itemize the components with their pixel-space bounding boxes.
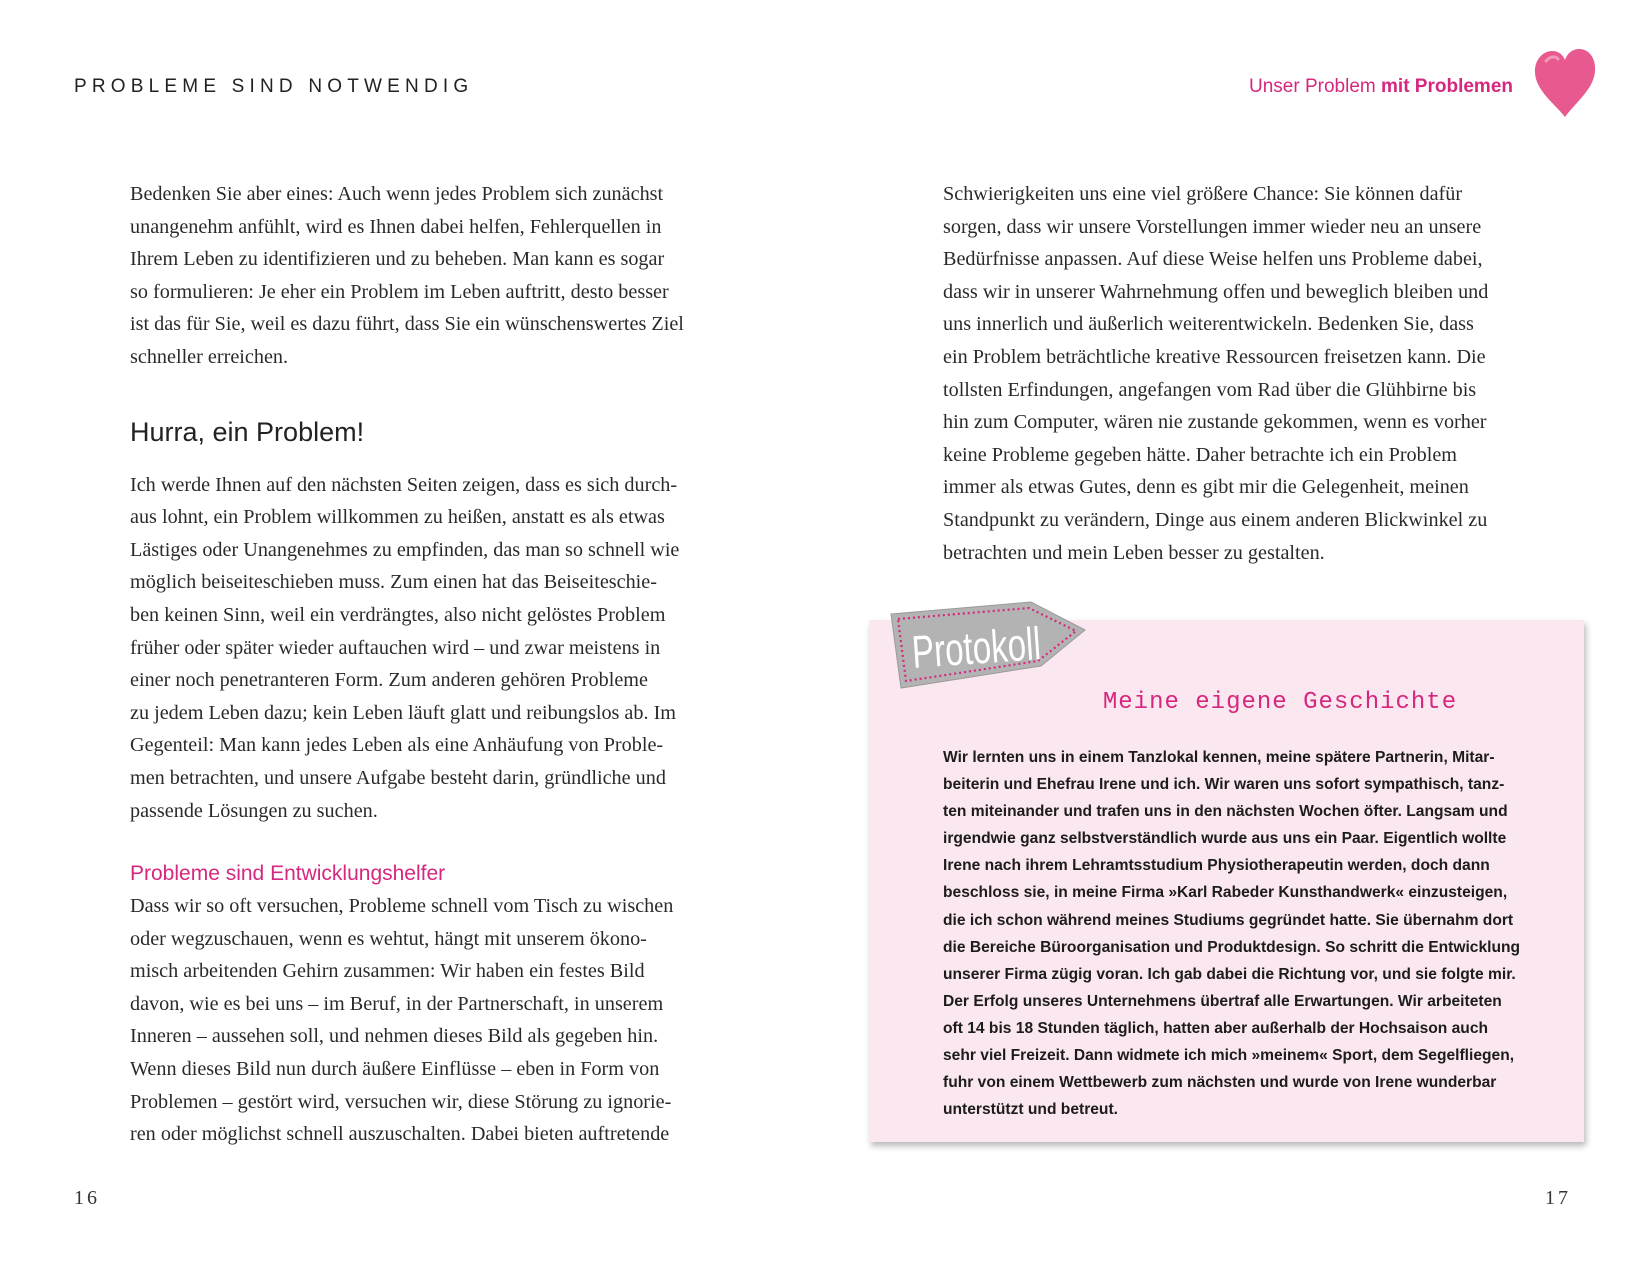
protocol-title: Meine eigene Geschichte [1102, 689, 1458, 716]
text-line: einer noch penetranteren Form. Zum anderen gehören Probleme [130, 669, 648, 692]
text-line: aus lohnt, ein Problem willkommen zu heißen, anstatt es als etwas [130, 506, 665, 529]
right-page-body [943, 178, 1533, 569]
text-line: Gegenteil: Man kann jedes Leben als eine Anhäufung von Proble- [130, 734, 664, 757]
text-line: ein Problem beträchtliche kreative Ressourcen freisetzen kann. Die [943, 345, 1486, 368]
text-line: Irene nach ihrem Lehramtsstudium Physiotherapeutin werden, doch dann [943, 857, 1490, 875]
running-head-right [1249, 76, 1513, 98]
text-line: die ich schon während meines Studiums gegründet hatte. Sie übernahm dort [943, 911, 1514, 929]
protocol-tag-label: Protokoll [910, 617, 1043, 678]
intro-paragraph [130, 178, 712, 374]
sub-paragraph [130, 890, 712, 1151]
protocol-text [943, 744, 1543, 1123]
text-line: Standpunkt zu verändern, Dinge aus einem anderen Blickwinkel zu [943, 508, 1488, 531]
sub-heading: Probleme sind Entwicklungshelfer [130, 862, 446, 886]
text-line: unserer Firma zügig voran. Ich gab dabei die Richtung vor, und sie folgte mir. [943, 965, 1516, 983]
text-line: beschloss sie, in meine Firma »Karl Rabeder Kunsthandwerk« einzusteigen, [943, 884, 1508, 902]
section-heading: Hurra, ein Problem! [130, 416, 365, 447]
running-head-bold: mit Problemen [1381, 76, 1513, 97]
heart-icon [1532, 47, 1598, 119]
text-line: davon, wie es bei uns – im Beruf, in der Partnerschaft, in unserem [130, 992, 664, 1015]
text-line: fuhr von einem Wettbewerb zum nächsten und wurde von Irene wunderbar [943, 1074, 1497, 1092]
text-line: Bedürfnisse anpassen. Auf diese Weise helfen uns Probleme dabei, [943, 248, 1483, 271]
text-line: sorgen, dass wir unsere Vorstellungen immer wieder neu an unsere [943, 215, 1482, 238]
text-line: Problemen – gestört wird, versuchen wir, diese Störung zu ignorie- [130, 1090, 672, 1113]
text-line: Wir lernten uns in einem Tanzlokal kennen, meine spätere Partnerin, Mitar- [943, 749, 1495, 766]
text-line: tollsten Erfindungen, angefangen vom Rad über die Glühbirne bis [943, 378, 1477, 401]
text-line: möglich beiseiteschieben muss. Zum einen hat das Beiseiteschie- [130, 571, 657, 594]
section-paragraph [130, 469, 712, 828]
text-line: hin zum Computer, wären nie zustande gekommen, wenn es vorher [943, 411, 1487, 434]
text-line: oft 14 bis 18 Stunden täglich, hatten aber außerhalb der Hochsaison auch [943, 1019, 1489, 1037]
text-line: dass wir in unserer Wahrnehmung offen und beweglich bleiben und [943, 280, 1489, 303]
text-line: sehr viel Freizeit. Dann widmete ich mich »meinem« Sport, dem Segelfliegen, [943, 1047, 1515, 1065]
text-line: men betrachten, und unsere Aufgabe besteht darin, gründliche und [130, 766, 666, 789]
text-line: Der Erfolg unseres Unternehmens übertraf alle Erwartungen. Wir arbeiteten [943, 992, 1502, 1010]
text-line: Wenn dieses Bild nun durch äußere Einflüsse – eben in Form von [130, 1058, 660, 1081]
text-line: ist das für Sie, weil es dazu führt, dass Sie ein wünschenswertes Ziel [130, 313, 684, 336]
text-line: Lästiges oder Unangenehmes zu empfinden, das man so schnell wie [130, 538, 680, 561]
text-line: betrachten und mein Leben besser zu gestalten. [943, 541, 1325, 564]
text-line: unterstützt und betreut. [943, 1101, 1118, 1119]
text-line: ten miteinander und trafen uns in den nächsten Wochen öfter. Langsam und [943, 803, 1508, 821]
text-line: keine Probleme gegeben hätte. Daher betrachte ich ein Problem [943, 443, 1458, 466]
text-line: ben keinen Sinn, weil ein verdrängtes, also nicht gelöstes Problem [130, 603, 666, 626]
text-line: so formulieren: Je eher ein Problem im Leben auftritt, desto besser [130, 280, 669, 303]
text-line: beiterin und Ehefrau Irene und ich. Wir waren uns sofort sympathisch, tanz- [943, 776, 1505, 794]
page-number-right: 17 [1545, 1187, 1571, 1209]
text-line: misch arbeitenden Gehirn zusammen: Wir haben ein festes Bild [130, 960, 645, 983]
text-line: schneller erreichen. [130, 345, 289, 368]
text-line: passende Lösungen zu suchen. [130, 799, 378, 822]
text-line: ren oder möglichst schnell auszuschalten. Dabei bieten auftretende [130, 1123, 670, 1146]
text-line: Ich werde Ihnen auf den nächsten Seiten zeigen, dass es sich durch- [130, 473, 678, 496]
page-number-left: 16 [74, 1187, 100, 1209]
text-line: irgendwie ganz selbstverständlich wurde aus uns ein Paar. Eigentlich wollte [943, 830, 1507, 848]
text-line: unangenehm anfühlt, wird es Ihnen dabei helfen, Fehlerquellen in [130, 215, 662, 238]
text-line: Dass wir so oft versuchen, Probleme schnell vom Tisch zu wischen [130, 895, 674, 918]
continuation-paragraph [943, 178, 1533, 569]
text-line: zu jedem Leben dazu; kein Leben läuft glatt und reibungslos ab. Im [130, 701, 677, 724]
text-line: früher oder später wieder auftauchen wird – und zwar meistens in [130, 636, 661, 659]
running-head-regular: Unser Problem [1249, 76, 1376, 97]
text-line: uns innerlich und äußerlich weiterentwickeln. Bedenken Sie, dass [943, 313, 1474, 336]
left-page-body [130, 178, 712, 1151]
text-line: Ihrem Leben zu identifizieren und zu beheben. Man kann es sogar [130, 248, 665, 271]
text-line: Inneren – aussehen soll, und nehmen dieses Bild als gegeben hin. [130, 1025, 659, 1048]
text-line: immer als etwas Gutes, denn es gibt mir die Gelegenheit, meinen [943, 476, 1469, 499]
running-head-left: PROBLEME SIND NOTWENDIG [74, 76, 474, 97]
text-line: Schwierigkeiten uns eine viel größere Chance: Sie können dafür [943, 183, 1463, 205]
text-line: oder wegzuschauen, wenn es wehtut, hängt mit unserem ökono- [130, 927, 647, 950]
text-line: Bedenken Sie aber eines: Auch wenn jedes Problem sich zunächst [130, 183, 664, 205]
text-line: die Bereiche Büroorganisation und Produktdesign. So schritt die Entwicklung [943, 938, 1521, 956]
